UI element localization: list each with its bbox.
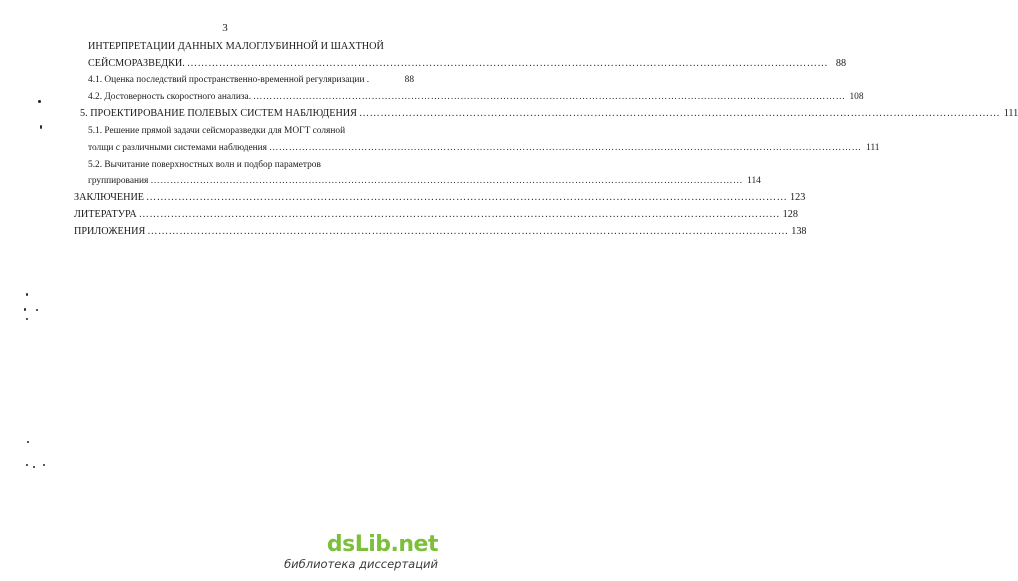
scan-speck [26,318,28,320]
toc-page-number: 88 [404,75,414,85]
toc-page-number: 128 [782,209,798,220]
dot-leader: ……………………………………………………………………………………………………………………………………………………………… [253,92,846,102]
toc-entry-5: 5. ПРОЕКТИРОВАНИЕ ПОЛЕВЫХ СИСТЕМ НАБЛЮДЕНИЯ ……………………………………………………………………………………………………………………………………………………………… 111 [80,108,1018,119]
scan-speck [43,464,45,466]
toc-page-number: 138 [791,226,807,237]
toc-entry-literature: ЛИТЕРАТУРА ……………………………………………………………………………………………………………………………………………………………… 128 [74,209,798,220]
scan-speck [26,464,28,466]
dot-leader: ……………………………………………………………………………………………………………………………………………………………… [150,176,743,186]
toc-entry-4-1: 4.1. Оценка последствий пространственно-временной регуляризации . 88 [88,75,414,85]
dot-leader: ……………………………………………………………………………………………………………………………………………………………… [147,226,789,237]
scan-speck [33,466,35,468]
watermark [284,533,438,571]
toc-page-number: 111 [866,143,880,153]
toc-entry-5-2-line1: 5.2. Вычитание поверхностных волн и подбор параметров [88,160,321,170]
dot-leader: ……………………………………………………………………………………………………………………………………………………………… [146,192,788,203]
scan-speck [36,309,38,311]
page-number: 3 [222,22,228,34]
toc-entry-5-1-line1: 5.1. Решение прямой задачи сейсморазведки для МОГТ соляной [88,126,346,136]
watermark-tagline: библиотека диссертаций [284,557,438,571]
toc-page-number: 88 [835,58,847,69]
dot-leader: ……………………………………………………………………………………………………………………………………………………………… [269,143,862,153]
scan-speck [38,100,41,103]
toc-entry-appendix: ПРИЛОЖЕНИЯ ……………………………………………………………………………………………………………………………………………………………… 138 [74,226,807,237]
dot-leader: ……………………………………………………………………………………………………………………………………………………………… [186,58,829,69]
toc-page-number: 123 [790,192,806,203]
toc-page-number: 114 [747,176,761,186]
toc-entry-5-1-line2: толщи с различными системами наблюдения ……………………………………………………………………………………………………………………………………………………………… 111 [88,143,880,153]
dot-leader: ……………………………………………………………………………………………………………………………………………………………… [138,209,780,220]
toc-entry-4-2: 4.2. Достоверность скоростного анализа. ……………………………………………………………………………………………………………………………………………………………… 108 [88,92,864,102]
toc-entry-4-heading-line1: ИНТЕРПРЕТАЦИИ ДАННЫХ МАЛОГЛУБИННОЙ И ШАХТНОЙ [88,41,384,52]
toc-entry-5-2-line2: группирования ……………………………………………………………………………………………………………………………………………………………… 114 [88,176,761,186]
toc-entry-conclusion: ЗАКЛЮЧЕНИЕ ……………………………………………………………………………………………………………………………………………………………… 123 [74,192,806,203]
toc-entry-4-heading-line2: СЕЙСМОРАЗВЕДКИ. ……………………………………………………………………………………………………………………………………………………………… 88 [88,58,847,69]
scan-speck [27,441,29,443]
watermark-logo: dsLib.net [326,532,438,557]
dot-leader: ……………………………………………………………………………………………………………………………………………………………… [358,108,1001,119]
scan-speck [24,308,26,311]
toc-page-number: 108 [849,92,864,102]
scan-speck [26,293,28,296]
scan-speck [40,125,42,129]
toc-page-number: 111 [1003,108,1018,119]
